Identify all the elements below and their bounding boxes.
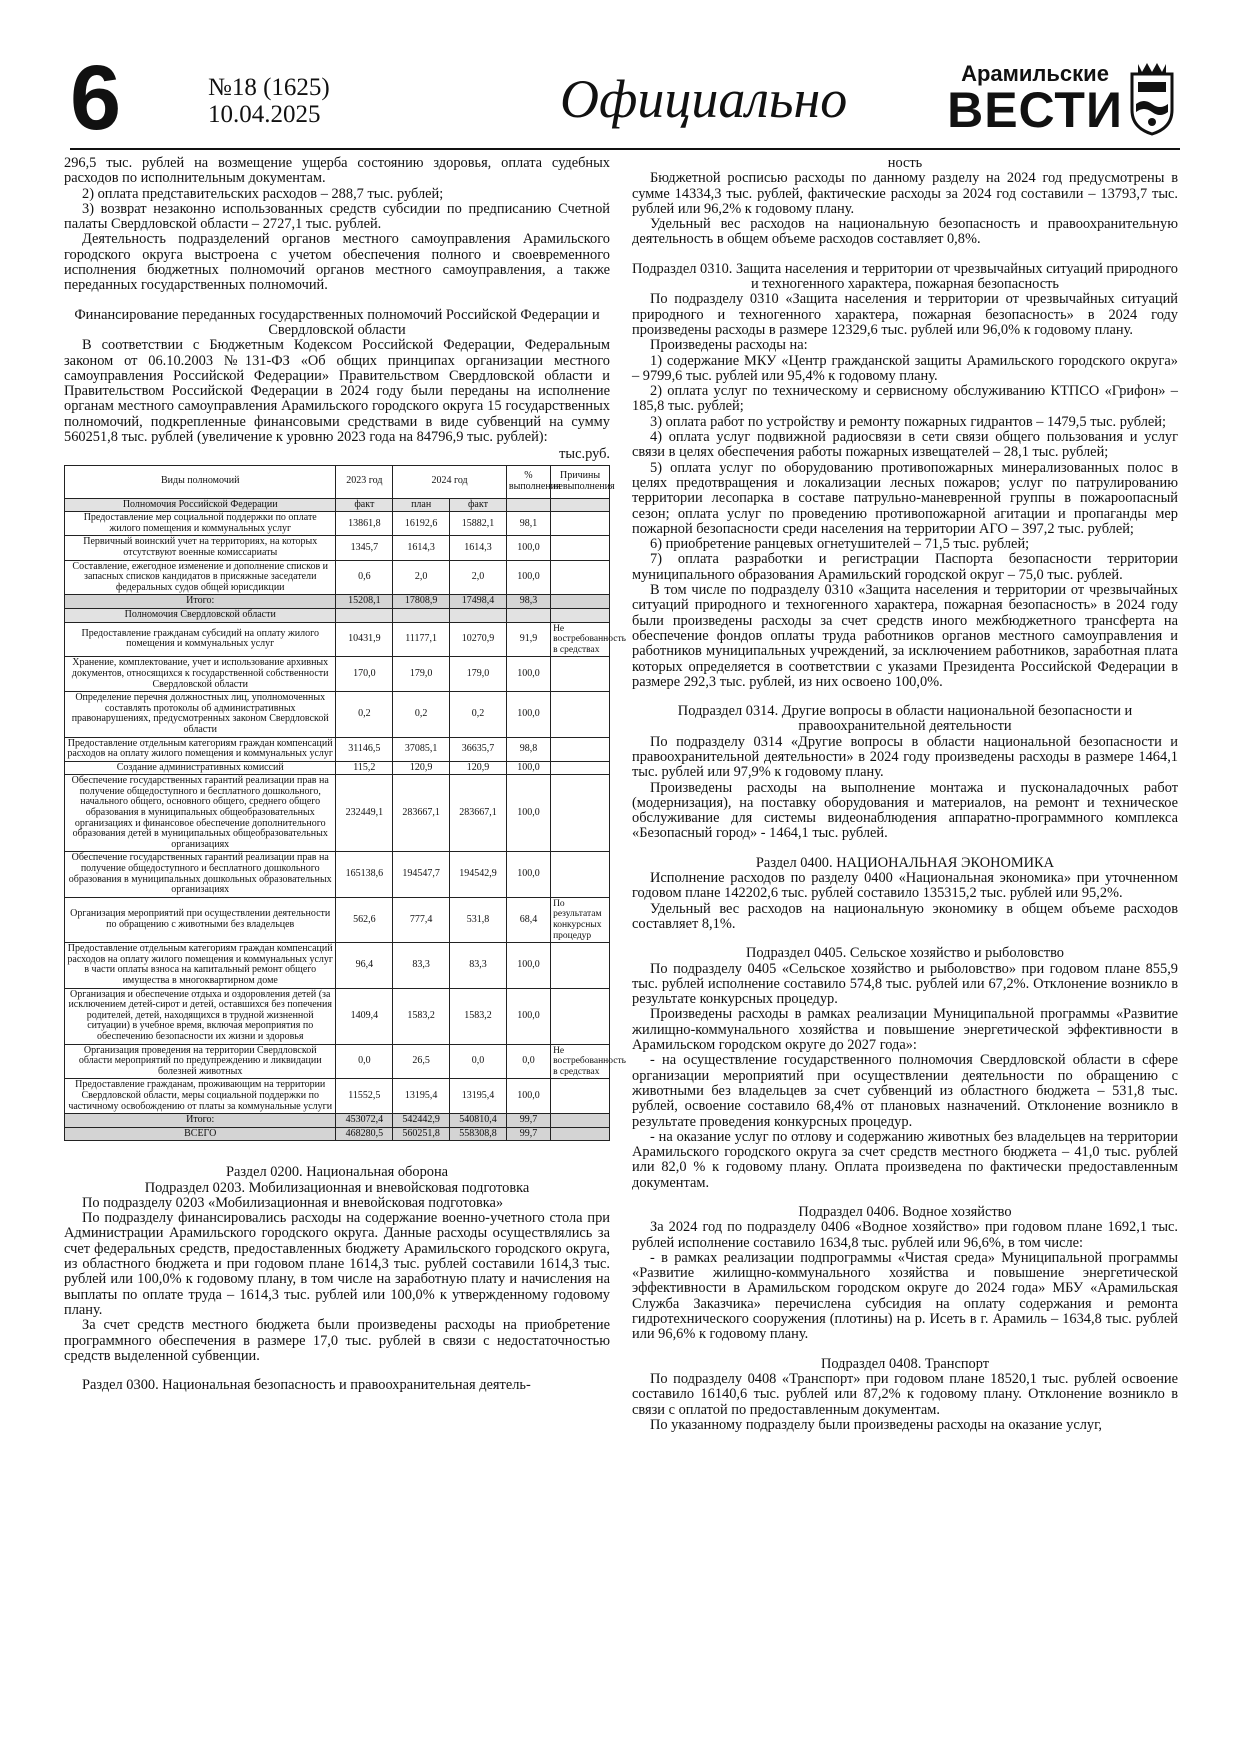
cell-plan-2024: 37085,1: [393, 737, 450, 761]
paragraph: 2) оплата услуг по техническому и сервисному обслуживанию КТПСО «Грифон» – 185,8 тыс. рублей;: [632, 383, 1178, 415]
table-row: [65, 761, 610, 775]
paragraph: Произведены расходы на:: [650, 337, 808, 354]
cell-plan-2024: 83,3: [393, 943, 450, 988]
table-row: [65, 897, 610, 942]
column-header: Причины невыполнения: [551, 465, 610, 498]
cell-fact-2023: 453072,4: [336, 1114, 393, 1128]
table-row: [65, 692, 610, 737]
cell-percent: 0,0: [506, 1044, 550, 1079]
cell-name: Обеспечение государственных гарантий реализации прав на получение общедоступного и бесплатного дошкольного образования в муниципальных дошкольных образовательных организациях: [65, 852, 336, 897]
cell-name: Определение перечня должностных лиц, уполномоченных составлять протоколы об административных правонарушениях, предусмотренных законом Свердловской области: [65, 692, 336, 737]
paragraph: 5) оплата услуг по оборудованию противопожарных минерализованных полос в целях предотвращения и локализации лесных пожаров; услуг по патрулированию территории лесопарка в составе патрульно-маневренной группы в пожароопасный сезон; оплата услуг по проведению противопожарной агитации и пропаганды мер пожарной безопасности среди населения на территории АГО – 397,2 тыс. рублей;: [632, 459, 1178, 537]
cell-fact-2024: 194542,9: [450, 852, 507, 897]
cell-fact-2023: 0,2: [336, 692, 393, 737]
column-subheader: факт: [336, 498, 393, 512]
paragraph: По подразделу 0314 «Другие вопросы в области национальной безопасности и правоохранительной деятельности» в 2024 году произведены расходы в размере 1464,1 тыс. рублей или 97,9% к годовому плану.: [632, 733, 1178, 781]
table-total-row: [65, 595, 610, 609]
table-rows-rf: [65, 512, 610, 595]
paragraph: По подразделу финансировались расходы на содержание военно-учетного стола при Администрации Арамильского городского округа. Данные расходы осуществлялись за счет федеральных средств, предоставленных бюджету Арамильского городского округа, из областного бюджета и при годовом плане 1614,3 тыс. рублей составили 1614,3 тыс. рублей или 100,0% к годовому плану, в том числе на заработную плату и начисления на выплаты по оплате труда – 1614,3 тыс. рублей или 100,0% к утвержденному годовому плану.: [64, 1210, 610, 1318]
cell-fact-2023: 562,6: [336, 897, 393, 942]
cell-fact-2023: 0,0: [336, 1044, 393, 1079]
cell-fact-2023: 11552,5: [336, 1079, 393, 1114]
paragraph: Деятельность подразделений органов местного самоуправления Арамильского городского округа выстроена с учетом обеспечения полного и своевременного исполнения бюджетных полномочий органов местного самоуправления, а также переданных государственных полномочий.: [64, 231, 610, 294]
cell-reason: [551, 692, 610, 737]
cell-reason: [551, 1079, 610, 1114]
section-heading: Подраздел 0314. Другие вопросы в области национальной безопасности и правоохранительной деятельности: [677, 703, 1133, 735]
column-header: 2023 год: [336, 465, 393, 498]
cell-plan-2024: 283667,1: [393, 775, 450, 852]
city-crest-icon: [1128, 60, 1176, 136]
cell-name: Предоставление отдельным категориям граждан компенсаций расходов на оплату жилого помещения и коммунальных услуг в части оплаты взноса на капитальный ремонт общего имущества в многоквартирном доме: [65, 943, 336, 988]
section-heading: Подраздел 0203. Мобилизационная и вневойсковая подготовка: [144, 1179, 530, 1196]
issue-number: №18 (1625): [208, 74, 330, 101]
cell-fact-2024: 83,3: [450, 943, 507, 988]
column-subheader: факт: [450, 498, 507, 512]
cell-percent: 100,0: [506, 988, 550, 1044]
table-section-row: [65, 608, 610, 622]
logo-line2: ВЕСТИ: [947, 82, 1123, 138]
paragraph: По подразделу 0310 «Защита населения и территории от чрезвычайных ситуаций природного и техногенного характера, пожарная безопасность» в 2024 году произведены расходы в размере 12329,6 тыс. рублей или 96,0% к годовому плану.: [632, 291, 1178, 338]
table-row: [65, 657, 610, 692]
header-rule: [70, 148, 1180, 150]
section-heading: Раздел 0200. Национальная оборона: [225, 1164, 449, 1181]
cell-reason: По результатам конкурсных процедур: [551, 897, 610, 942]
cell-fact-2024: 0,2: [450, 692, 507, 737]
cell-plan-2024: 13195,4: [393, 1079, 450, 1114]
paragraph: По подразделу 0203 «Мобилизационная и вневойсковая подготовка»: [82, 1194, 504, 1211]
paragraph: Исполнение расходов по разделу 0400 «Национальная экономика» при уточненном годовом плане 142202,6 тыс. рублей составило 135315,2 тыс. рублей или 95,2%.: [632, 870, 1178, 902]
paragraph: В соответствии с Бюджетным Кодексом Российской Федерации, Федеральным законом от 06.10.2003 №131-ФЗ «Об общих принципах организации местного самоуправления Российской Федерации» Правительством Свердловской области и Правительством Российской Федерации в 2024 году были переданы на исполнение органам местного самоуправления Арамильского городского округа 15 государственных полномочий, подкрепленные финансовыми средствами в виде субвенций на сумму 560251,8 тыс. рублей (увеличение к уровню 2023 года на 84796,9 тыс. рублей):: [64, 337, 610, 446]
cell-fact-2023: 165138,6: [336, 852, 393, 897]
paragraph: Удельный вес расходов на национальную безопасность и правоохранительную деятельность в общем объеме расходов составляет 0,8%.: [632, 216, 1178, 248]
cell-reason: [551, 775, 610, 852]
cell-percent: 100,0: [506, 775, 550, 852]
cell-reason: [551, 852, 610, 897]
cell-fact-2024: 17498,4: [450, 595, 507, 609]
cell-name: Предоставление гражданам, проживающим на территории Свердловской области, меры социальной поддержки по частичному освобождению от платы за коммунальные услуги: [65, 1079, 336, 1114]
paragraph: Произведены расходы на выполнение монтажа и пусконаладочных работ (модернизация), на поставку оборудования и материалов, на ремонт и техническое обслуживание для системы видеонаблюдения аппаратно-программного комплекса «Безопасный город» - 1464,1 тыс. рублей.: [632, 779, 1178, 842]
table-row: [65, 1079, 610, 1114]
cell-fact-2024: 36635,7: [450, 737, 507, 761]
paragraph: Бюджетной росписью расходы по данному разделу на 2024 год предусмотрены в сумме 14334,3 тыс. рублей, фактические расходы за 2024 год составили – 13793,7 тыс. рублей или 96,2% к годовому плану.: [632, 170, 1178, 217]
cell-reason: [551, 761, 610, 775]
cell-reason: [551, 512, 610, 536]
cell-fact-2023: 10431,9: [336, 622, 393, 657]
cell-name: Итого:: [65, 1114, 336, 1128]
section-heading: Финансирование переданных государственных полномочий Российской Федерации и Свердловской области: [74, 306, 600, 338]
table-row: [65, 775, 610, 852]
paragraph: 3) возврат незаконно использованных средств субсидии по предписанию Счетной палаты Свердловской области – 2727,1 тыс. рублей.: [64, 200, 610, 233]
cell-plan-2024: 17808,9: [393, 595, 450, 609]
paragraph: - в рамках реализации подпрограммы «Чистая среда» Муниципальной программы «Развитие жилищно-коммунального хозяйства и повышение энергетической эффективности в Арамильском городском округе до 2024 года» МБУ «Арамильская Служба Заказчика» перечислена субсидия на оплату содержания и ремонта гидротехнического сооружения (плотины) на р. Исеть в г. Арамиль – 1634,8 тыс. рублей или 96,6% к годовому плану.: [632, 1249, 1178, 1343]
cell-plan-2024: 194547,7: [393, 852, 450, 897]
cell-fact-2023: 1409,4: [336, 988, 393, 1044]
paragraph: ность: [887, 155, 923, 171]
paragraph: Произведены расходы в рамках реализации Муниципальной программы «Развитие жилищно-коммунального хозяйства и повышение энергетической эффективности в Арамильском городском округе до 2027 года»:: [632, 1006, 1178, 1054]
table-unit-label: тыс.руб.: [559, 446, 610, 463]
section-heading: Подраздел 0408. Транспорт: [820, 1355, 990, 1372]
paragraph: За счет средств местного бюджета были произведены расходы на приобретение программного обеспечения в размере 17,0 тыс. рублей в связи с недостаточностью средств выделенной субвенции.: [64, 1317, 610, 1364]
cell-reason: [551, 988, 610, 1044]
rubric-title: Официально: [560, 69, 848, 129]
cell-name: Обеспечение государственных гарантий реализации прав на получение общедоступного и бесплатного дошкольного, начального общего, основного общего, среднего общего образования в муниципальных общеобразовательных организациях и финансовое обеспечение дополнительного образования детей в муниципальных общеобразовательных организациях: [65, 775, 336, 852]
cell-name: Составление, ежегодное изменение и дополнение списков и запасных списков кандидатов в присяжные заседатели федеральных судов общей юрисдикции: [65, 560, 336, 595]
cell-plan-2024: 179,0: [393, 657, 450, 692]
section-heading: Подраздел 0310. Защита населения и территории от чрезвычайных ситуаций природного и техногенного характера, пожарная безопасность: [632, 260, 1178, 293]
cell-name: Итого:: [65, 595, 336, 609]
cell-name: ВСЕГО: [65, 1127, 336, 1141]
table-row: [65, 852, 610, 897]
cell-name: Предоставление отдельным категориям граждан компенсаций расходов на оплату жилого помещения и коммунальных услуг: [65, 737, 336, 761]
cell-plan-2024: 16192,6: [393, 512, 450, 536]
cell-percent: 91,9: [506, 622, 550, 657]
cell-fact-2024: 10270,9: [450, 622, 507, 657]
cell-fact-2024: 2,0: [450, 560, 507, 595]
cell-fact-2024: 558308,8: [450, 1127, 507, 1141]
issue-info: [208, 74, 330, 128]
page-header: [70, 47, 1180, 149]
cell-name: Предоставление гражданам субсидий на оплату жилого помещения и коммунальных услуг: [65, 622, 336, 657]
cell-reason: [551, 560, 610, 595]
cell-percent: 99,7: [506, 1127, 550, 1141]
powers-table: [64, 465, 626, 1142]
cell-fact-2023: 1345,7: [336, 536, 393, 560]
cell-plan-2024: 542442,9: [393, 1114, 450, 1128]
cell-percent: 100,0: [506, 761, 550, 775]
paragraph: - на оказание услуг по отлову и содержанию животных без владельцев на территории Арамильского городского округа за счет средств местного бюджета – 41,0 тыс. рублей или 82,0 % к годовому плану. Оплата произведена по фактически предоставленным документам.: [632, 1128, 1178, 1191]
cell-fact-2023: 96,4: [336, 943, 393, 988]
paragraph: 2) оплата представительских расходов – 288,7 тыс. рублей;: [82, 185, 444, 202]
table-grand-total: [65, 1127, 610, 1141]
column-header: 2024 год: [393, 465, 507, 498]
cell-plan-2024: 1614,3: [393, 536, 450, 560]
paragraph: Удельный вес расходов на национальную экономику в общем объеме расходов составляет 8,1%.: [632, 900, 1178, 932]
issue-date: 10.04.2025: [208, 101, 321, 128]
table-row: [65, 943, 610, 988]
cell-fact-2023: 115,2: [336, 761, 393, 775]
cell-fact-2023: 0,6: [336, 560, 393, 595]
table-rows-so: [65, 622, 626, 1114]
paragraph: Раздел 0300. Национальная безопасность и правоохранительная деятель-: [82, 1377, 531, 1394]
paragraph: По подразделу 0405 «Сельское хозяйство и рыболовство» при годовом плане 855,9 тыс. рублей исполнение составило 574,8 тыс. рублей или 67,2%. Отклонение возникло в результате конкурсных процедур.: [632, 960, 1178, 1008]
cell-plan-2024: 120,9: [393, 761, 450, 775]
paragraph: 6) приобретение ранцевых огнетушителей – 71,5 тыс. рублей;: [650, 536, 1030, 553]
table-row: [65, 988, 610, 1044]
table-subheader-row: [65, 498, 610, 512]
cell-fact-2024: 13195,4: [450, 1079, 507, 1114]
cell-fact-2024: 179,0: [450, 657, 507, 692]
cell-percent: 100,0: [506, 692, 550, 737]
paragraph: В том числе по подразделу 0310 «Защита населения и территории от чрезвычайных ситуаций природного и техногенного характера, пожарная безопасность» в 2024 году были произведены расходы за счет средств иного межбюджетного трансферта на обеспечение фондов оплаты труда работников органов местного самоуправления и работников муниципальных учреждений, за исключением работников, заработная плата которых определяется в соответствии с указами Президента Российской Федерации в размере 292,3 тыс. рублей, из них освоено 100,0%.: [632, 582, 1178, 690]
cell-name: Организация и обеспечение отдыха и оздоровления детей (за исключением детей-сирот и детей, оставшихся без попечения родителей, детей, находящихся в трудной жизненной ситуации) в учебное время, включая мероприятия по обеспечению безопасности их жизни и здоровья: [65, 988, 336, 1044]
paragraph: - на осуществление государственного полномочия Свердловской области в сфере организации мероприятий при осуществлении деятельности по обращению с животными без владельцев за счет субвенций из областного бюджета – 531,8 тыс. рублей, освоение составило 68,4% от плановых назначений. Отклонение возникло в результате проведения конкурсных процедур.: [632, 1052, 1178, 1130]
cell-fact-2024: 15882,1: [450, 512, 507, 536]
left-column: [64, 155, 626, 1394]
cell-percent: 100,0: [506, 943, 550, 988]
cell-percent: 98,8: [506, 737, 550, 761]
cell-percent: 100,0: [506, 560, 550, 595]
cell-reason: [551, 657, 610, 692]
paragraph: 3) оплата работ по устройству и ремонту пожарных гидрантов – 1479,5 тыс. рублей;: [650, 413, 1166, 430]
cell-reason: [551, 737, 610, 761]
table-row: [65, 737, 610, 761]
logo-line1: Арамильские: [961, 61, 1109, 86]
cell-reason: [551, 943, 610, 988]
cell-fact-2023: 31146,5: [336, 737, 393, 761]
column-header: Виды полномочий: [65, 465, 336, 498]
cell-name: Создание административных комиссий: [65, 761, 336, 775]
paragraph: За 2024 год по подразделу 0406 «Водное хозяйство» при годовом плане 1692,1 тыс. рублей исполнение составило 1634,8 тыс. рублей или 96,6%, в том числе:: [632, 1219, 1178, 1251]
column-subheader: план: [393, 498, 450, 512]
cell-plan-2024: 11177,1: [393, 622, 450, 657]
paragraph: 4) оплата услуг подвижной радиосвязи в сети связи общего пользования и услуг связи в целях обеспечения работы пожарных извещателей – 28,1 тыс. рублей;: [632, 429, 1178, 461]
newspaper-logo: [945, 61, 1125, 138]
table-row: [65, 622, 610, 657]
section-heading: Подраздел 0406. Водное хозяйство: [798, 1204, 1012, 1220]
table-row: [65, 560, 610, 595]
table-total-row: [65, 1114, 610, 1128]
cell-name: Предоставление мер социальной поддержки по оплате жилого помещения и коммунальных услуг: [65, 512, 336, 536]
cell-name: Организация мероприятий при осуществлении деятельности по обращению с животными без владельцев: [65, 897, 336, 942]
table-total-rf: [65, 595, 610, 609]
cell-plan-2024: 560251,8: [393, 1127, 450, 1141]
cell-percent: 100,0: [506, 1079, 550, 1114]
cell-fact-2024: 1583,2: [450, 988, 507, 1044]
cell-fact-2023: 170,0: [336, 657, 393, 692]
cell-fact-2023: 468280,5: [336, 1127, 393, 1141]
cell-reason: [551, 1127, 610, 1141]
page-number: 6: [70, 47, 120, 149]
paragraph: По подразделу 0408 «Транспорт» при годовом плане 18520,1 тыс. рублей освоение составило 16140,6 тыс. рублей или 87,2% к годовому плану. Отклонение возникло в связи с оплатой по предоставленным документам.: [632, 1370, 1178, 1418]
cell-reason: Не востребованность в средствах: [551, 622, 610, 657]
cell-fact-2023: 15208,1: [336, 595, 393, 609]
cell-percent: 99,7: [506, 1114, 550, 1128]
cell-name: Организация проведения на территории Свердловской области мероприятий по предупреждению и ликвидации болезней животных: [65, 1044, 336, 1079]
cell-percent: 98,3: [506, 595, 550, 609]
cell-reason: Не востребованность в средствах: [551, 1044, 610, 1079]
paragraph: 296,5 тыс. рублей на возмещение ущерба состоянию здоровья, оплата судебных расходов по исполнительным документам.: [64, 155, 610, 187]
cell-fact-2023: 232449,1: [336, 775, 393, 852]
cell-percent: 68,4: [506, 897, 550, 942]
table-total-so: [65, 1114, 610, 1128]
cell-reason: [551, 1114, 610, 1128]
cell-percent: 100,0: [506, 852, 550, 897]
cell-plan-2024: 26,5: [393, 1044, 450, 1079]
cell-name: Первичный воинский учет на территориях, на которых отсутствуют военные комиссариаты: [65, 536, 336, 560]
table-total-row: [65, 1127, 610, 1141]
right-column: [632, 156, 1178, 1433]
cell-fact-2024: 283667,1: [450, 775, 507, 852]
cell-fact-2024: 531,8: [450, 897, 507, 942]
section-label: Полномочия Свердловской области: [65, 608, 336, 622]
cell-plan-2024: 0,2: [393, 692, 450, 737]
cell-fact-2023: 13861,8: [336, 512, 393, 536]
paragraph: 1) содержание МКУ «Центр гражданской защиты Арамильского городского округа» – 9799,6 тыс. рублей или 95,4% к годовому плану.: [632, 352, 1178, 384]
cell-fact-2024: 1614,3: [450, 536, 507, 560]
table-header-row: [65, 465, 610, 498]
cell-percent: 98,1: [506, 512, 550, 536]
cell-plan-2024: 777,4: [393, 897, 450, 942]
cell-plan-2024: 1583,2: [393, 988, 450, 1044]
table-row: [65, 536, 610, 560]
table-row: [65, 512, 610, 536]
cell-percent: 100,0: [506, 536, 550, 560]
cell-fact-2024: 540810,4: [450, 1114, 507, 1128]
section-heading: Подраздел 0405. Сельское хозяйство и рыболовство: [745, 945, 1065, 962]
cell-plan-2024: 2,0: [393, 560, 450, 595]
cell-reason: [551, 595, 610, 609]
section-label: Полномочия Российской Федерации: [65, 498, 336, 512]
cell-percent: 100,0: [506, 657, 550, 692]
table-row: [65, 1044, 610, 1079]
column-header: % выполнения: [506, 465, 550, 498]
cell-name: Хранение, комплектование, учет и использование архивных документов, относящихся к государственной собственности Свердловской области: [65, 657, 336, 692]
paragraph: 7) оплата разработки и регистрации Паспорта безопасности территории муниципального образования Арамильский городской округ – 75,0 тыс. рублей.: [632, 551, 1178, 583]
cell-reason: [551, 536, 610, 560]
paragraph: По указанному подразделу были произведены расходы на оказание услуг,: [650, 1416, 1102, 1433]
cell-fact-2024: 0,0: [450, 1044, 507, 1079]
section-heading: Раздел 0400. НАЦИОНАЛЬНАЯ ЭКОНОМИКА: [755, 854, 1055, 871]
cell-fact-2024: 120,9: [450, 761, 507, 775]
